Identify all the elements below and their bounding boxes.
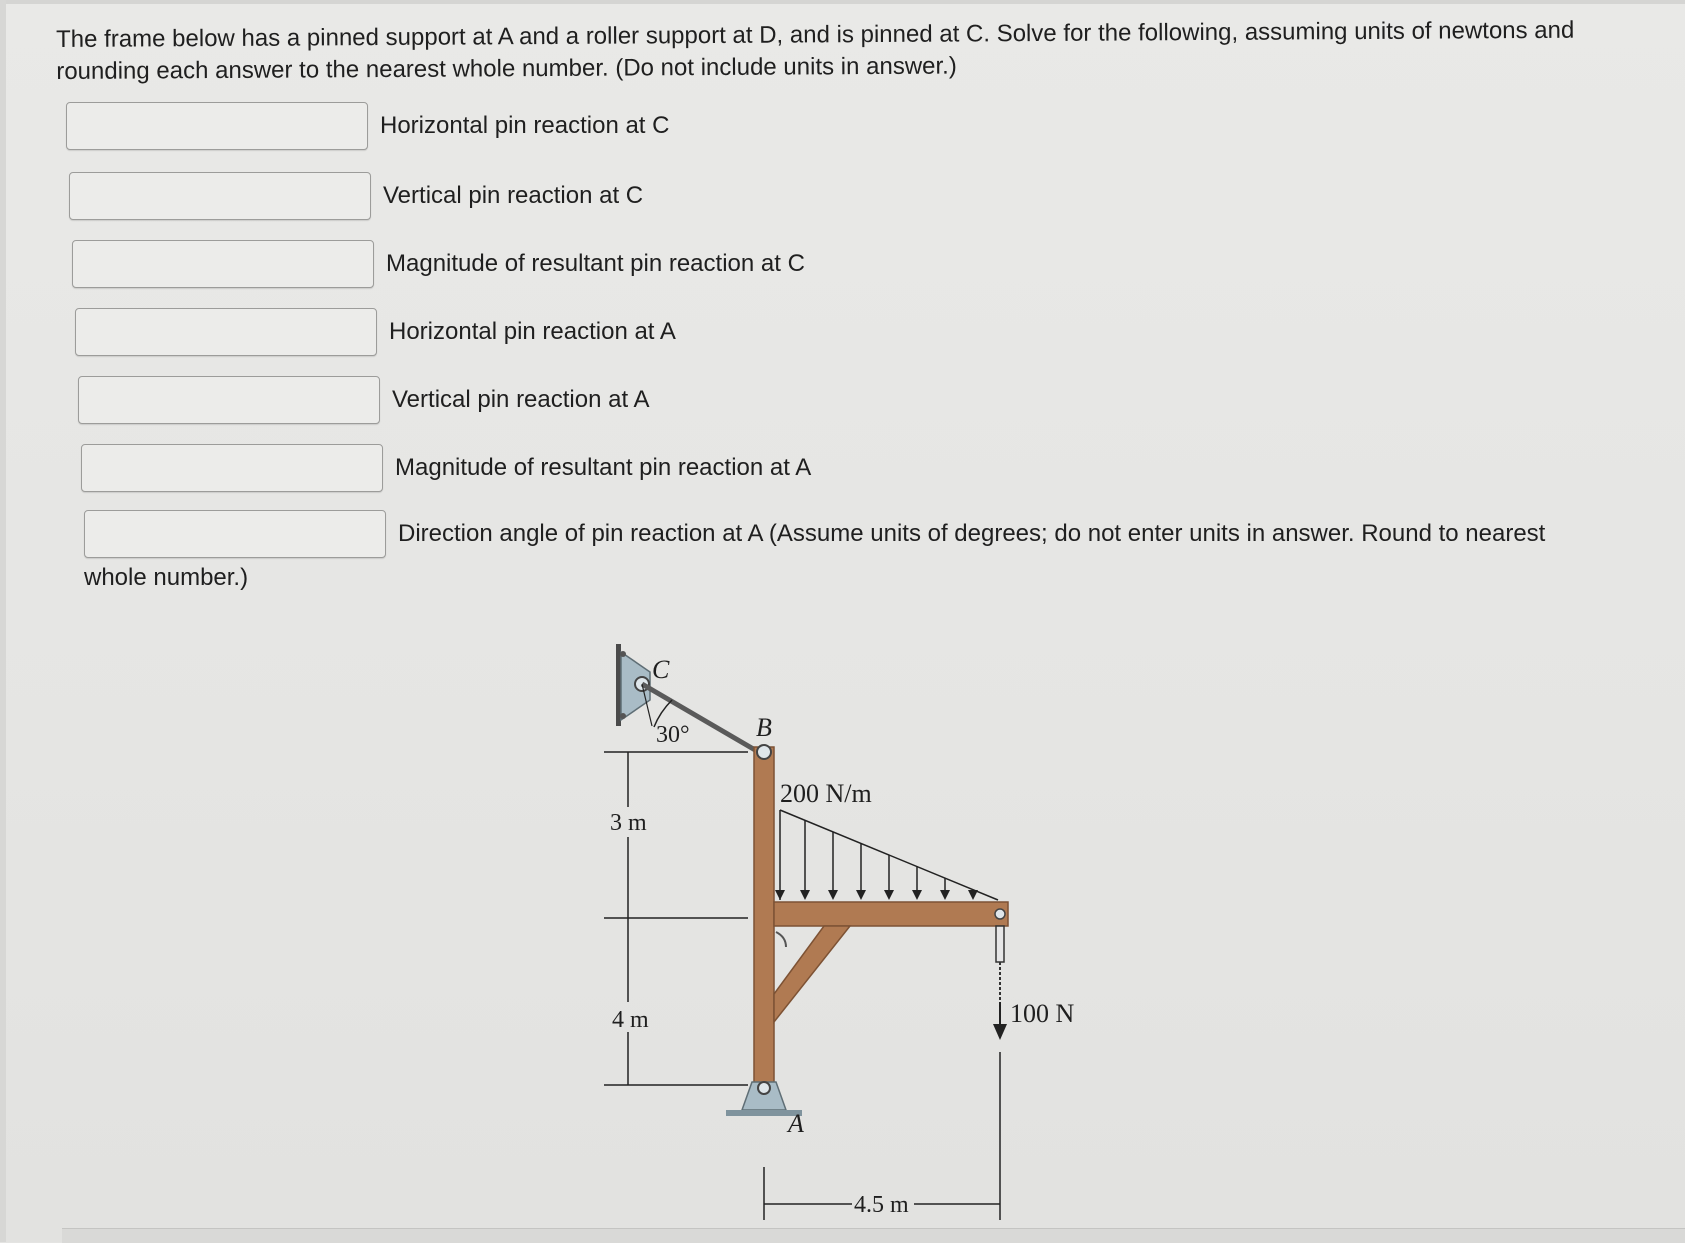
question-row-horizontal-c (66, 100, 669, 152)
label-angle: 30° (656, 722, 690, 748)
question-row-vertical-a (78, 374, 649, 426)
problem-statement (56, 14, 1656, 88)
dimension-lines-vertical (604, 752, 748, 1085)
question-label-vertical-c: Vertical pin reaction at C (383, 182, 644, 209)
label-distributed-load: 200 N/m (780, 779, 872, 808)
top-edge (0, 0, 1685, 4)
left-edge (0, 0, 6, 1242)
question-row-direction-a (84, 508, 1545, 560)
answer-input-magnitude-c[interactable] (72, 240, 374, 288)
problem-statement-line-2: rounding each answer to the nearest whole number. (Do not include units in answer.) (56, 52, 957, 85)
label-dim-upper: 3 m (610, 810, 647, 836)
answer-input-vertical-c[interactable] (69, 172, 371, 220)
question-label-direction-a: Direction angle of pin reaction at A (Assume units of degrees; do not enter units in answer. Round to nearest (398, 520, 1546, 547)
label-b: B (756, 713, 772, 742)
answer-input-magnitude-a[interactable] (81, 444, 383, 492)
answer-input-horizontal-c[interactable] (66, 102, 368, 150)
problem-statement-line-1: The frame below has a pinned support at A and a roller support at D, and is pinned at C. Solve for the following, assuming units of newtons and (56, 16, 1575, 53)
question-label-direction-a-continued: whole number.) (84, 564, 249, 591)
question-label-magnitude-c: Magnitude of resultant pin reaction at C (386, 250, 805, 277)
distributed-load (775, 810, 998, 900)
bottom-panel-edge (62, 1228, 1685, 1243)
point-load-100n (993, 926, 1007, 1187)
question-label-magnitude-a: Magnitude of resultant pin reaction at A (395, 454, 812, 481)
answer-input-horizontal-a[interactable] (75, 308, 377, 356)
question-label-horizontal-c: Horizontal pin reaction at C (380, 112, 670, 139)
question-row-vertical-c (69, 170, 643, 222)
question-label-vertical-a: Vertical pin reaction at A (392, 386, 650, 413)
label-dim-lower: 4 m (612, 1007, 649, 1033)
label-a: A (788, 1109, 804, 1138)
member-ab (754, 747, 774, 1085)
label-dim-horizontal: 4.5 m (854, 1192, 909, 1218)
question-row-magnitude-a (81, 442, 811, 494)
brace-bracket (776, 932, 786, 947)
pin-b (757, 745, 771, 759)
member-horizontal (774, 902, 1008, 926)
label-point-load: 100 N (1010, 999, 1075, 1028)
frame-diagram (590, 632, 1110, 1232)
pin-d (995, 909, 1005, 919)
label-c: C (652, 655, 670, 684)
question-row-horizontal-a (75, 306, 676, 358)
answer-input-direction-a[interactable] (84, 510, 386, 558)
question-label-horizontal-a: Horizontal pin reaction at A (389, 318, 676, 345)
answer-input-vertical-a[interactable] (78, 376, 380, 424)
question-row-magnitude-c (72, 238, 805, 290)
